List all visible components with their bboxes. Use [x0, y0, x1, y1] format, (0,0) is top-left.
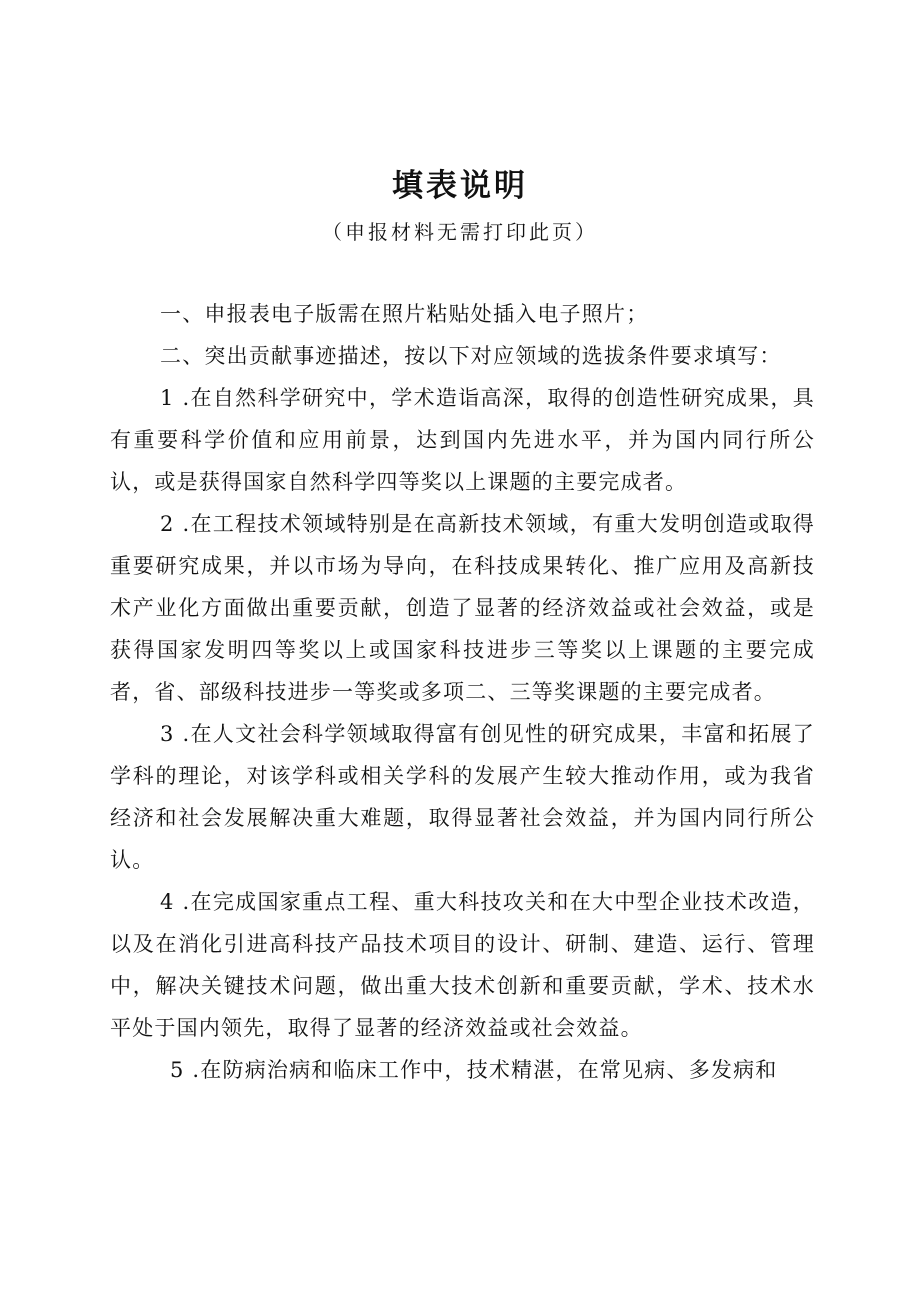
criteria-engineering: 2 .在工程技术领域特别是在高新技术领域，有重大发明创造或取得重要研究成果，并以市场为导向，在科技成果转化、推广应用及高新技术产业化方面做出重要贡献，创造了显著的经济效益或社会效益，或是获得国家发明四等奖以上或国家科技进步三等奖以上课题的主要完成者，省、部级科技进步一等奖或多项二、三等奖课题的主要完成者。 — [110, 512, 815, 704]
criteria-key-projects: 4 .在完成国家重点工程、重大科技攻关和在大中型企业技术改造，以及在消化引进高科技产品技术项目的设计、研制、建造、运行、管理中，解决关键技术问题，做出重大技术创新和重要贡献，学术、技术水平处于国内领先，取得了显著的经济效益或社会效益。 — [110, 890, 815, 1040]
criteria-medical: 5 .在防病治病和临床工作中，技术精湛，在常见病、多发病和 — [170, 1058, 778, 1082]
page-subtitle: （申报材料无需打印此页） — [322, 220, 598, 244]
criteria-humanities: 3 .在人文社会科学领域取得富有创见性的研究成果，丰富和拓展了学科的理论，对该学科或相关学科的发展产生较大推动作用，或为我省经济和社会发展解决重大难题，取得显著社会效益，并为国内同行所公认。 — [110, 722, 815, 872]
criteria-natural-science: 1 .在自然科学研究中，学术造诣高深，取得的创造性研究成果，具有重要科学价值和应用前景，达到国内先进水平，并为国内同行所公认，或是获得国家自然科学四等奖以上课题的主要完成者。 — [110, 386, 815, 494]
instruction-item-1: 一、申报表电子版需在照片粘贴处插入电子照片； — [160, 302, 649, 326]
instructions-body — [110, 293, 815, 1091]
instruction-item-2: 二、突出贡献事迹描述，按以下对应领域的选拔条件要求填写： — [160, 344, 782, 368]
page-title: 填表说明 — [392, 168, 528, 204]
